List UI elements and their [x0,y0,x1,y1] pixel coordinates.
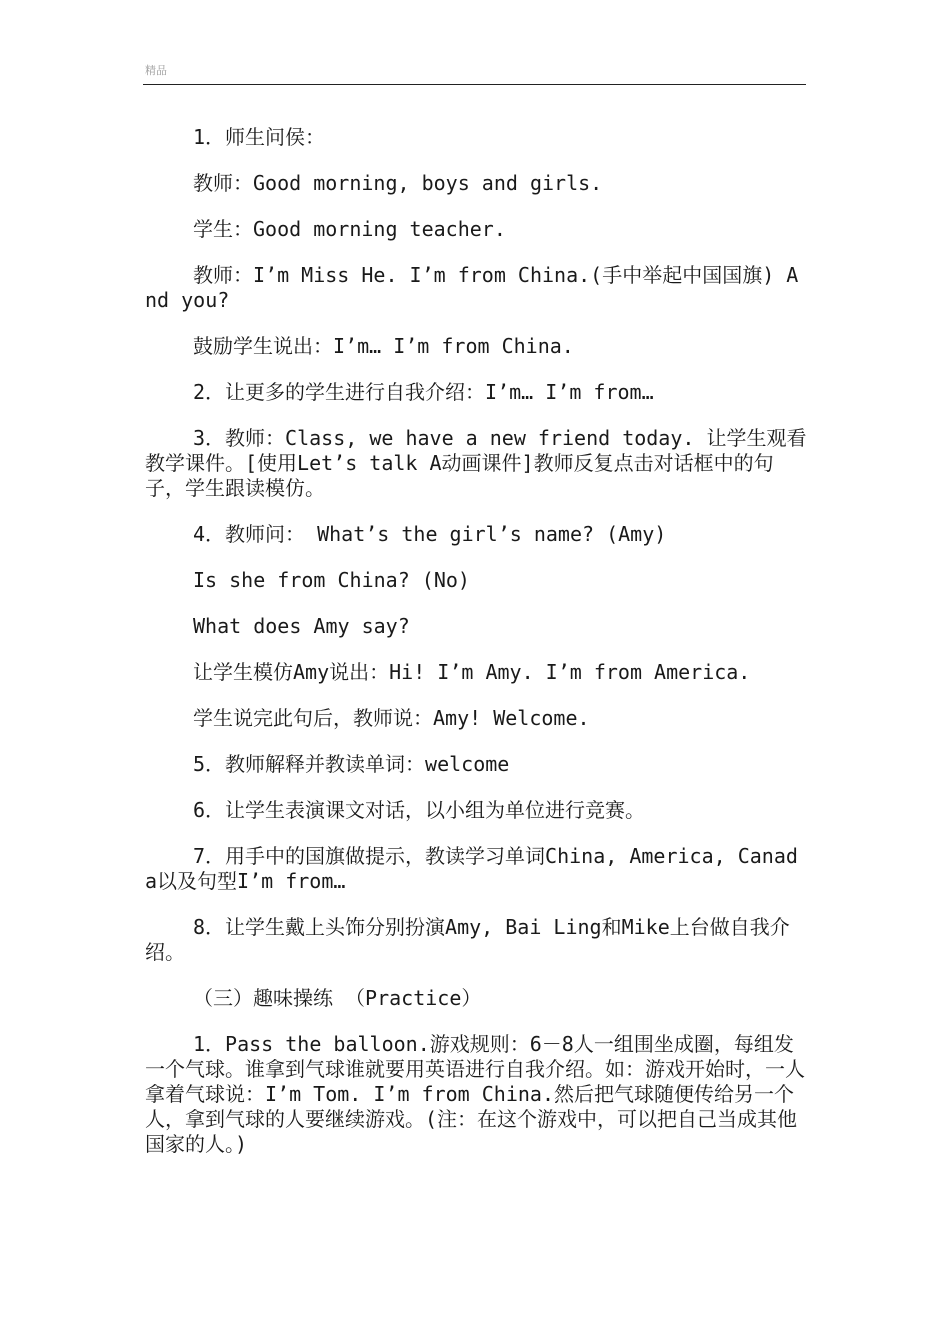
section-heading-practice: （三）趣味操练 （Practice） [193,986,482,1010]
paragraph-pass-balloon: 1．Pass the balloon.游戏规则：6－8人一组围坐成圈，每组发一个气球。谁拿到气球谁就要用英语进行自我介绍。如：游戏开始时，一人拿着气球说：I’m Tom. I’m from China.然后把气球随便传给另一个人，拿到气球的人要继续游戏。(注：在这个游戏中，可以把自己当成其他国家的人。) [145,1032,805,1156]
paragraph-teacher-question: 4．教师问： What’s the girl’s name? (Amy) [193,522,667,546]
header-label: 精品 [145,64,167,77]
paragraph-teacher-greeting: 教师：Good morning, boys and girls. [193,171,603,195]
paragraph-encourage-students: 鼓励学生说出：I’m… I’m from China. [193,334,574,358]
header-divider [143,84,806,85]
paragraph-welcome-amy: 学生说完此句后，教师说：Amy! Welcome. [193,706,590,730]
paragraph-perform-dialogue: 6．让学生表演课文对话，以小组为单位进行竞赛。 [193,798,646,822]
paragraph-role-play: 8．让学生戴上头饰分别扮演Amy, Bai Ling和Mike上台做自我介绍。 [145,915,790,964]
paragraph-question-amy-say: What does Amy say? [193,614,410,638]
paragraph-question-china: Is she from China? (No) [193,568,470,592]
paragraph-new-friend: 3．教师：Class, we have a new friend today. 让学生观看教学课件。[使用Let’s talk A动画课件]教师反复点击对话框中的句子，学生跟读模仿。 [145,426,807,500]
paragraph-flag-prompt: 7．用手中的国旗做提示，教读学习单词China, America, Canada以及句型I’m from… [145,844,798,893]
paragraph-student-greeting: 学生：Good morning teacher. [193,217,506,241]
paragraph-teach-welcome: 5．教师解释并教读单词：welcome [193,752,510,776]
paragraph-teacher-intro: 教师：I’m Miss He. I’m from China.(手中举起中国国旗) And you? [145,263,799,312]
paragraph-greeting-heading: 1．师生问侯： [193,125,326,149]
paragraph-imitate-amy: 让学生模仿Amy说出：Hi! I’m Amy. I’m from America. [193,660,751,684]
paragraph-self-introduction: 2．让更多的学生进行自我介绍：I’m… I’m from… [193,380,654,404]
document-body [145,125,807,1178]
